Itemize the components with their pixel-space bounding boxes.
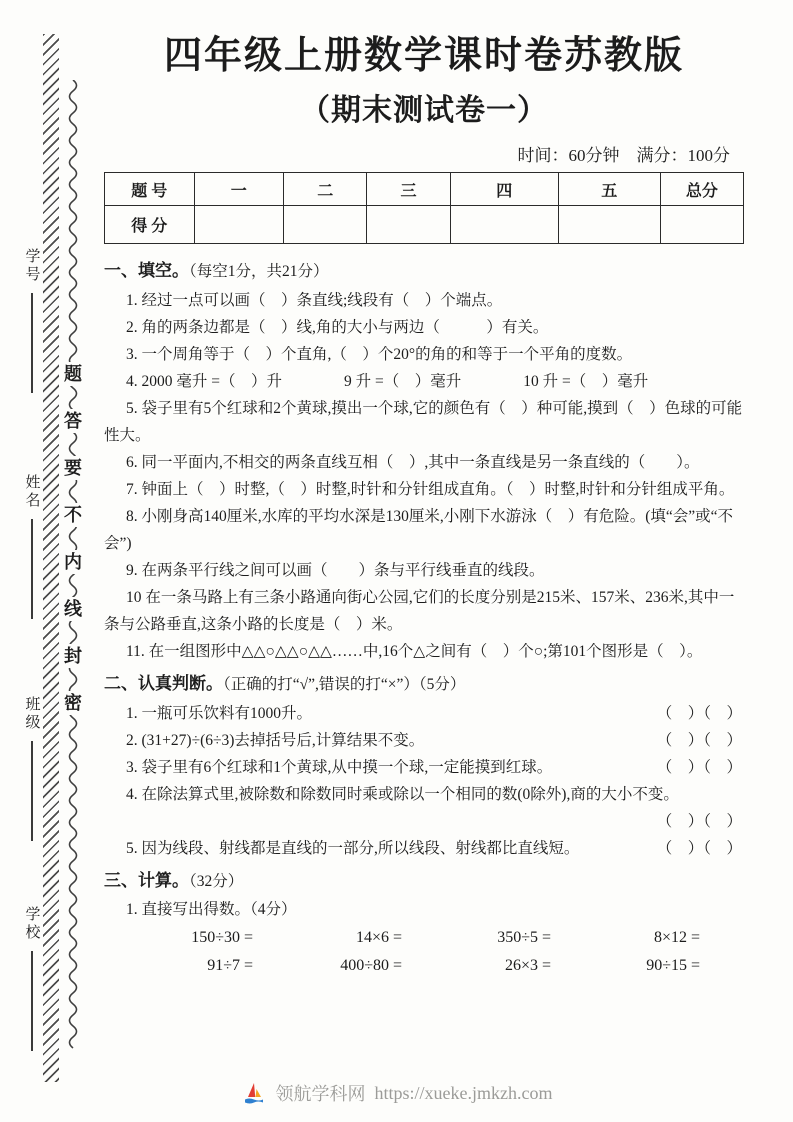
- score-label-cell: 得 分: [105, 206, 195, 244]
- student-info-column: [20, 0, 44, 1122]
- judge-item-text: 5. 因为线段、射线都是直线的一部分,所以线段、射线都比直线短。: [126, 840, 580, 858]
- judge-item-text: 2. (31+27)÷(6÷3)去掉括号后,计算结果不变。: [126, 732, 425, 750]
- calc-expression: 8×12 =: [653, 929, 700, 947]
- seal-char: 不: [64, 505, 82, 525]
- section-2-note: （正确的打“√”,错误的打“×”）（5分）: [223, 676, 466, 694]
- judge-item: [104, 781, 744, 835]
- student-number-label: 学号: [23, 248, 40, 284]
- fill-item: 10 在一条马路上有三条小路通向街心公园,它们的长度分别是215米、157米、236米,其中一条与公路垂直,这条小路的长度是（ ）米。: [104, 589, 735, 634]
- judge-item-text: 4. 在除法算式里,被除数和除数同时乘或除以一个相同的数(0除外),商的大小不变。: [126, 786, 679, 804]
- seal-char: 封: [64, 646, 82, 666]
- student-name-field: [20, 474, 44, 619]
- section-3-heading: 三、计算。: [104, 871, 189, 891]
- judge-item: [104, 727, 744, 754]
- seal-char: 要: [64, 458, 82, 478]
- footer-watermark: [0, 1080, 793, 1106]
- calc-expression: 91÷7 =: [207, 957, 253, 975]
- score-table-header-row: [105, 173, 744, 206]
- fill-item: 4. 2000 毫升 =（ ）升 9 升 =（ ）毫升 10 升 =（ ）毫升: [126, 373, 649, 391]
- fill-item: 5. 袋子里有5个红球和2个黄球,摸出一个球,它的颜色有（ ）种可能,摸到（ ）色球的可能性大。: [104, 400, 743, 445]
- footer-site-name[interactable]: 领航学科网: [275, 1084, 366, 1104]
- student-number-field: [20, 248, 44, 393]
- calc-expression: 350÷5 =: [497, 929, 551, 947]
- judge-item-text: 1. 一瓶可乐饮料有1000升。: [126, 705, 313, 723]
- judge-item: [104, 700, 744, 727]
- paper-title: 四年级上册数学课时卷苏教版: [163, 35, 684, 77]
- navigator-sail-logo-icon: [241, 1080, 267, 1106]
- fill-item: 8. 小刚身高140厘米,水库的平均水深是130厘米,小刚下水游泳（ ）有危险。(填“会”或“不会”): [104, 508, 734, 553]
- score-table: [104, 172, 744, 244]
- time-score-info: 时间：60分钟 满分：100分: [517, 146, 730, 166]
- section-calculation: [104, 868, 744, 975]
- score-blank-cell: [660, 206, 743, 244]
- section-1-note: （每空1分，共21分）: [189, 263, 329, 281]
- judge-answer-parens: （ ）（ ）: [656, 813, 742, 831]
- paper-content: [104, 26, 744, 975]
- judge-answer-parens: （ ）（ ）: [656, 840, 742, 858]
- score-table-header-cell: 二: [284, 173, 367, 206]
- calc-expression: 26×3 =: [504, 957, 551, 975]
- score-table-header-cell: 四: [450, 173, 558, 206]
- paper-subtitle: （期末测试卷一）: [300, 94, 548, 128]
- score-blank-cell: [450, 206, 558, 244]
- seal-char: 密: [64, 693, 82, 713]
- seal-char: 内: [64, 552, 82, 572]
- seal-notice-text: [62, 362, 84, 715]
- score-table-score-row: [105, 206, 744, 244]
- school-label: 学校: [23, 906, 40, 942]
- student-number-blank-line: [31, 293, 33, 393]
- calc-expression: 150÷30 =: [191, 929, 253, 947]
- seal-char: 题: [64, 364, 82, 384]
- binding-hatch-marks: [43, 34, 59, 1082]
- fill-item: 11. 在一组图形中△△○△△○△△……中,16个△之间有（ ）个○;第101个图形是（ ）。: [126, 643, 703, 661]
- score-table-header-cell: 题 号: [105, 173, 195, 206]
- calc-expression: 90÷15 =: [646, 957, 700, 975]
- class-field: [20, 696, 44, 841]
- class-blank-line: [31, 741, 33, 841]
- score-table-header-cell: 一: [194, 173, 284, 206]
- calc-expression: 14×6 =: [355, 929, 402, 947]
- fill-item: 3. 一个周角等于（ ）个直角,（ ）个20°的角的和等于一个平角的度数。: [126, 346, 633, 364]
- score-table-header-cell: 三: [367, 173, 450, 206]
- section-3-note: （32分）: [189, 873, 244, 891]
- class-label: 班级: [23, 696, 40, 732]
- section-1-heading: 一、填空。: [104, 261, 189, 281]
- section-1-heading-row: [104, 258, 744, 285]
- score-blank-cell: [284, 206, 367, 244]
- fill-item: 2. 角的两条边都是（ ）线,角的大小与两边（ ）有关。: [126, 319, 549, 337]
- judge-item-text: 3. 袋子里有6个红球和1个黄球,从中摸一个球,一定能摸到红球。: [126, 759, 553, 777]
- judge-answer-parens: （ ）（ ）: [656, 732, 742, 750]
- fill-item: 1. 经过一点可以画（ ）条直线;线段有（ ）个端点。: [126, 292, 503, 310]
- score-blank-cell: [194, 206, 284, 244]
- section-fill-blanks: [104, 258, 744, 665]
- section-2-heading: 二、认真判断。: [104, 674, 223, 694]
- student-name-label: 姓名: [23, 474, 40, 510]
- judge-answer-parens: （ ）（ ）: [656, 759, 742, 777]
- judge-item: [104, 754, 744, 781]
- mental-math-grid: [104, 929, 744, 975]
- fill-item: 6. 同一平面内,不相交的两条直线互相（ ）,其中一条直线是另一条直线的（ ）。: [126, 454, 700, 472]
- seal-char: 线: [64, 599, 82, 619]
- score-blank-cell: [367, 206, 450, 244]
- school-blank-line: [31, 951, 33, 1051]
- judge-item: [104, 835, 744, 862]
- seal-char: 答: [64, 411, 82, 431]
- section-judgment: [104, 671, 744, 862]
- calc-sub-heading: 1. 直接写出得数。（4分）: [126, 901, 297, 919]
- judge-answer-parens: （ ）（ ）: [656, 705, 742, 723]
- score-table-header-cell: 总分: [660, 173, 743, 206]
- section-2-heading-row: [104, 671, 744, 698]
- fill-item: 9. 在两条平行线之间可以画（ ）条与平行线垂直的线段。: [126, 562, 545, 580]
- score-table-header-cell: 五: [558, 173, 660, 206]
- fill-item: 7. 钟面上（ ）时整,（ ）时整,时针和分针组成直角。（ ）时整,时针和分针组成平角。: [126, 481, 735, 499]
- calc-expression: 400÷80 =: [340, 957, 402, 975]
- school-field: [20, 906, 44, 1051]
- footer-site-url[interactable]: https://xueke.jmkzh.com: [374, 1082, 553, 1103]
- student-name-blank-line: [31, 519, 33, 619]
- seal-line: [62, 80, 84, 1050]
- section-3-heading-row: [104, 868, 744, 895]
- score-blank-cell: [558, 206, 660, 244]
